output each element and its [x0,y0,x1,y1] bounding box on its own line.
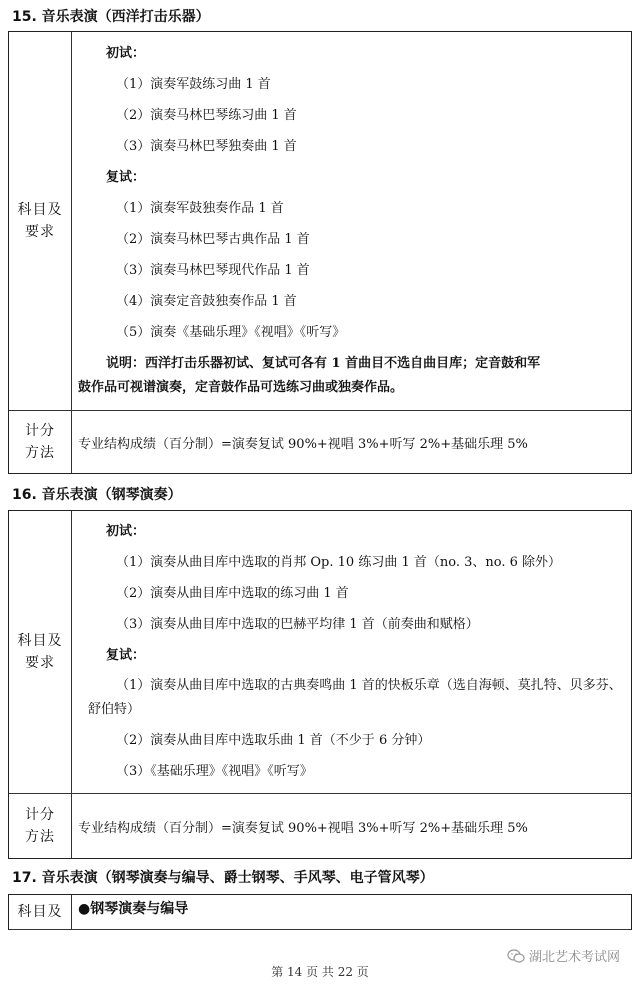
section17-table [8,894,632,930]
list-item: （2）演奏从曲目库中选取的练习曲 1 首 [116,586,349,601]
subject-label [9,32,72,410]
section17-title: 17. 音乐表演（钢琴演奏与编导、爵士钢琴、手风琴、电子管风琴） [12,870,434,886]
list-item: （1）演奏从曲目库中选取的肖邦 Op. 10 练习曲 1 首（no. 3、no. 6 除外） [116,555,562,570]
list-item: （2）演奏马林巴琴练习曲 1 首 [116,108,297,123]
list-item: （3）演奏马林巴琴独奏曲 1 首 [116,139,297,154]
subject-label-line2: 要求 [25,224,55,240]
subject-label: 科目及 [9,895,72,929]
score-text: 专业结构成绩（百分制）=演奏复试 90%+视唱 3%+听写 2%+基础乐理 5% [78,820,528,836]
page-number: 第 14 页 共 22 页 [271,965,369,979]
score-label-line2: 方法 [25,829,55,845]
list-item: （3）演奏马林巴琴现代作品 1 首 [116,263,310,278]
subject-label [9,511,72,793]
note-text [78,348,625,404]
score-label-line2: 方法 [25,445,55,461]
section16-table [8,510,632,859]
list-item: （3）《基础乐理》《视唱》《听写》 [116,764,313,779]
section15-title: 15. 音乐表演（西洋打击乐器） [12,9,210,25]
list-item: （3）演奏从曲目库中选取的巴赫平均律 1 首（前奏曲和赋格） [116,617,479,632]
subject-label-line1: 科目及 [17,202,63,218]
retest-heading: 复试： [106,170,146,185]
section15-subject-row [9,32,631,411]
initial-heading: 初试： [106,46,146,61]
wechat-icon [507,949,525,963]
section15-requirements [72,32,631,410]
subject-label-line2: 要求 [25,655,55,671]
section16-title: 16. 音乐表演（钢琴演奏） [12,487,182,503]
list-item: （4）演奏定音鼓独奏作品 1 首 [116,294,297,309]
section15-score-row [9,411,631,473]
score-label-line1: 计分 [25,807,55,823]
section17-requirements [72,895,631,929]
list-item: （1）演奏从曲目库中选取的古典奏鸣曲 1 首的快板乐章（选自海顿、莫扎特、贝多芬、舒伯特） [88,678,622,717]
retest-heading: 复试： [106,648,146,663]
score-label-line1: 计分 [25,423,55,439]
list-item: （2）演奏从曲目库中选取乐曲 1 首（不少于 6 分钟） [116,733,431,748]
section16-subject-row [9,511,631,794]
score-label [9,794,72,858]
section16-requirements [72,511,631,793]
note-line1: 说明：西洋打击乐器初试、复试可各有 1 首曲目不选自曲目库；定音鼓和军 [106,356,541,371]
list-item: （1）演奏军鼓练习曲 1 首 [116,77,271,92]
score-text: 专业结构成绩（百分制）=演奏复试 90%+视唱 3%+听写 2%+基础乐理 5% [78,436,528,452]
list-item: ●钢琴演奏与编导 [78,901,189,917]
list-item: （1）演奏军鼓独奏作品 1 首 [116,201,284,216]
score-label [9,411,72,473]
list-item: （2）演奏马林巴琴古典作品 1 首 [116,232,310,247]
initial-heading: 初试： [106,524,146,539]
watermark-text: 湖北艺术考试网 [528,950,620,965]
note-line2: 鼓作品可视谱演奏，定音鼓作品可选练习曲或独奏作品。 [78,380,404,395]
subject-label-line1: 科目及 [17,633,63,649]
section15-table [8,31,632,474]
list-item: （5）演奏《基础乐理》《视唱》《听写》 [116,325,346,340]
section17-subject-row [9,895,631,929]
section16-score-row [9,794,631,858]
